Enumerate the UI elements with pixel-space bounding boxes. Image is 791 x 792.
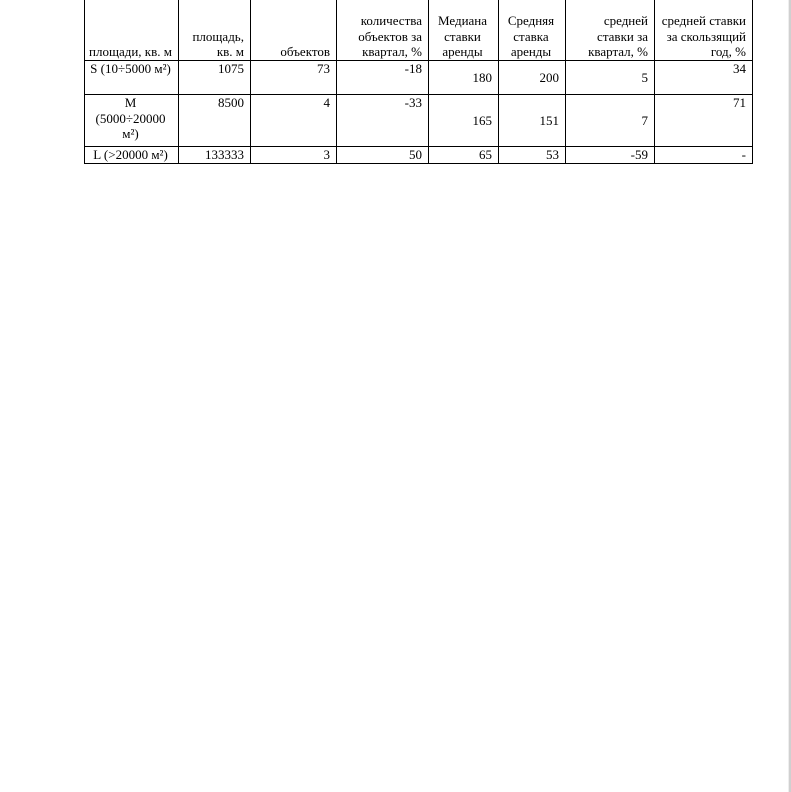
- rate-change-year-cell: 71: [655, 95, 753, 147]
- header-object-count: объектов: [251, 0, 337, 61]
- avg-rate-cell: 53: [499, 147, 566, 164]
- median-rate-cell: 65: [429, 147, 499, 164]
- rate-change-year-cell: -: [655, 147, 753, 164]
- objects-change-cell: -18: [337, 61, 429, 95]
- header-average-rate: Средняя ставка аренды: [499, 0, 566, 61]
- area-cell: 133333: [179, 147, 251, 164]
- table-row: [85, 61, 753, 95]
- header-object-count-change: количества объектов за квартал, %: [337, 0, 429, 61]
- header-rate-change-year: средней ставки за скользящий год, %: [655, 0, 753, 61]
- median-rate-cell: 165: [429, 95, 499, 147]
- area-cell: 8500: [179, 95, 251, 147]
- header-segment-area: площади, кв. м: [85, 0, 179, 61]
- rental-rates-table: [84, 0, 753, 164]
- table-header-row: [85, 0, 753, 61]
- segment-cell: L (>20000 м²): [85, 147, 179, 164]
- median-rate-cell: 180: [429, 61, 499, 95]
- segment-cell: S (10÷5000 м²): [85, 61, 179, 95]
- header-median-rate: Медиана ставки аренды: [429, 0, 499, 61]
- table-row: [85, 147, 753, 164]
- area-cell: 1075: [179, 61, 251, 95]
- avg-rate-cell: 200: [499, 61, 566, 95]
- table-row: [85, 95, 753, 147]
- objects-change-cell: 50: [337, 147, 429, 164]
- rate-change-quarter-cell: 5: [566, 61, 655, 95]
- rate-change-quarter-cell: 7: [566, 95, 655, 147]
- header-total-area: площадь, кв. м: [179, 0, 251, 61]
- rate-change-year-cell: 34: [655, 61, 753, 95]
- objects-cell: 4: [251, 95, 337, 147]
- segment-cell: M (5000÷20000 м²): [85, 95, 179, 147]
- header-rate-change-quarter: средней ставки за квартал, %: [566, 0, 655, 61]
- objects-cell: 3: [251, 147, 337, 164]
- avg-rate-cell: 151: [499, 95, 566, 147]
- objects-cell: 73: [251, 61, 337, 95]
- objects-change-cell: -33: [337, 95, 429, 147]
- rate-change-quarter-cell: -59: [566, 147, 655, 164]
